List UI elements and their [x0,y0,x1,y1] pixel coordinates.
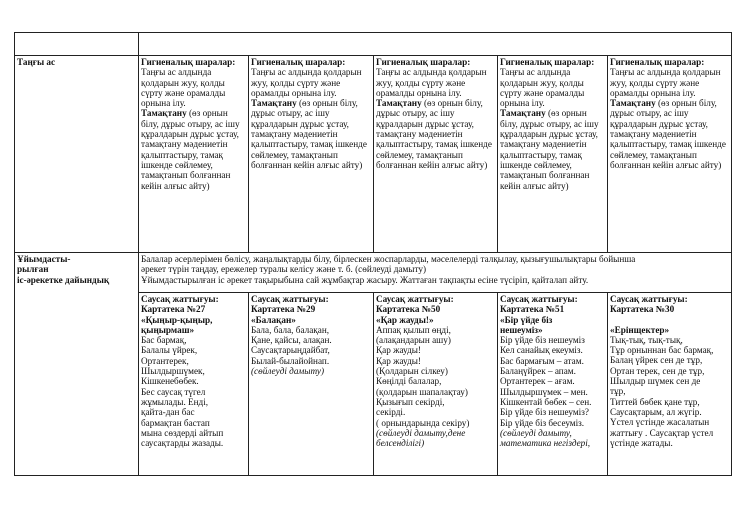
game-poem-line: Бір үйде біз бесеуміз. [500,417,585,428]
game-poem-line: Қар жауды! [376,345,421,356]
game-note-line: математика негіздері, [500,438,591,449]
game-title-line: «Бір үйде біз [500,314,553,325]
eating-title: Тамақтану [500,108,546,119]
game-poem-line: Ортан терек, сен де тұр, [610,365,705,376]
game-title-line: Саусақ жаттығуы: [251,294,329,304]
preparation-intro-line: Ұйымдастырылған іс әрекет тақырыбына сай жұмбақтар жасыру. Жаттаған тақпақты есіне түсіріп, қайталап айту. [141,274,589,285]
game-poem-line: секірді. [376,407,406,418]
hygiene-text: Таңғы ас алдында қолдарын жуу, қолды сүрту және орамалды орнына ілу. [141,67,226,109]
game-poem-line: Бес саусақ түгел [141,386,206,397]
game-title-line: Саусақ жаттығуы: [376,294,454,304]
preparation-intro-line: Балалар әсерлерімен бөлісу, жаңалықтарды білу, бірлескен жоспарларды, мәселелерді талқылау, қызығушылықтары бойынша [141,254,636,264]
game-title-line: қыңырмаш» [141,324,195,335]
game-title-line: Картатека №29 [251,304,316,315]
game-title-line: Картатека №30 [610,304,675,315]
game-poem-line: Титтей бөбек қане тұр, [610,396,700,407]
game-poem-line: Аппақ қылып өңді, [376,324,451,335]
game-title-line: Картатека №51 [500,304,565,315]
finger-game-5 [608,293,732,476]
game-note-line: белсенділігі) [376,438,425,449]
game-poem-line: Балаң үйрек сен де тұр, [610,355,703,366]
preparation-row [15,253,732,293]
game-poem-line: Қар жауды! [376,355,421,366]
game-poem-line: жаттығу . Саусақтар үстел [610,427,714,438]
game-poem-line: (қолдарын шапалақтау) [376,386,468,397]
game-title-line: Саусақ жаттығуы: [500,294,578,304]
game-poem-line: Қызығып секірді, [376,396,445,407]
preparation-label-line: рылған [17,264,49,275]
hygiene-text: Таңғы ас алдында қолдарын жуу, қолды сүрту және орамалды орнына ілу. [500,67,585,109]
preparation-intro [139,253,732,293]
breakfast-label: Таңғы ас [15,56,139,253]
game-title-line: Картатека №27 [141,304,206,315]
eating-title: Тамақтану [141,108,187,119]
hygiene-title: Гигиеналық шаралар: [500,57,595,67]
game-poem-line: Былай-былайойнап. [251,355,330,366]
breakfast-day-5 [608,56,732,253]
game-poem-line: Кел санайық екеуміз. [500,345,583,356]
game-poem-line: Шылдыр шүмек сен де [610,376,701,387]
hygiene-text: Таңғы ас алдында қолдарын жуу, қолды сүрту және орамалды орнына ілу. [376,67,487,98]
game-poem-line: ( орнындарында секіру) [376,417,470,428]
eating-text: (өз орнын білу, дұрыс отыру, ас ішу құралдарын дұрыс ұстау, тамақтану мәдениетін қалыптастыру, тамақ ішкенде сөйлемеу, тамақтанып болғаннан кейін алғыс айту) [251,98,367,170]
game-poem-line: Көңілді балалар, [376,376,442,387]
eating-title: Тамақтану [610,98,656,109]
header-row [15,33,732,56]
header-content-cell [139,33,732,56]
finger-game-1 [139,293,249,476]
game-poem-line: Үстел үстінде жасалатын [610,417,710,428]
finger-game-3 [374,293,498,476]
breakfast-day-3 [374,56,498,253]
game-poem-line: Шылдыршүмек, [141,366,205,377]
game-poem-line: Балалы үйрек, [141,345,198,356]
eating-text: (өз орнын білу, дұрыс отыру, ас ішу құралдарын дұрыс ұстау, тамақтану мәдениетін қалыптастыру, тамақ ішкенде сөйлемеу, тамақтанып болғаннан кейін алғыс айту) [141,108,240,191]
game-poem-line: Бас бармағым – атам. [500,355,584,366]
eating-title: Тамақтану [251,98,297,109]
game-poem-line: саусақтарды жазады. [141,438,224,449]
preparation-label [15,253,139,476]
breakfast-row [15,56,732,253]
game-poem-line: Шылдыршүмек – мен. [500,386,588,397]
game-poem-line: Бала, бала, балақан, [251,324,330,335]
spacer [610,315,728,325]
hygiene-title: Гигиеналық шаралар: [610,57,705,67]
breakfast-day-4 [498,56,608,253]
game-title-line: Картатека №50 [376,304,441,315]
game-title-line: Саусақ жаттығуы: [141,294,219,304]
game-note-line: (сөйлеуді дамыту,дене [376,427,466,438]
schedule-table [14,32,732,476]
game-poem-line: (Қолдарын сілкеу) [376,366,448,377]
game-poem-line: (алақандарын ашу) [376,335,451,346]
game-title-line: «Қар жауды!» [376,314,434,325]
game-note-line: (сөйлеуді дамыту, [500,427,572,438]
game-title-line: Саусақ жаттығуы: [610,294,688,304]
hygiene-text: Таңғы ас алдында қолдарын жуу, қолды сүрту және орамалды орнына ілу. [251,67,362,98]
hygiene-title: Гигиеналық шаралар: [141,57,236,67]
game-poem-line: Қане, қайсы, алақан. [251,335,332,346]
game-poem-line: Ортантерек, [141,355,189,366]
hygiene-title: Гигиеналық шаралар: [376,57,471,67]
finger-game-4 [498,293,608,476]
game-poem-line: Тық-тық, тық-тық, [610,334,683,345]
eating-text: (өз орнын білу, дұрыс отыру, ас ішу құралдарын дұрыс ұстау, тамақтану мәдениетін қалыптастыру, тамақ ішкенде сөйлемеу, тамақтанып болғаннан кейін алғыс айту) [610,98,726,170]
game-poem-line: жұмылады. Енді, [141,396,209,407]
game-poem-line: Кішкентай бөбек – сен. [500,396,592,407]
game-poem-line: Бас бармақ, [141,335,187,346]
game-poem-line: үстінде жатады. [610,437,673,448]
game-poem-line: мына сөздерді айтып [141,427,224,438]
game-poem-line: Саусақтарым, ал жүгір. [610,406,702,417]
eating-text: (өз орнын білу, дұрыс отыру, ас ішу құралдарын дұрыс ұстау, тамақтану мәдениетін қалыптастыру, тамақ ішкенде сөйлемеу, тамақтанып болғаннан кейін алғыс айту) [376,98,492,170]
game-note-line: (сөйлеуді дамыту) [251,366,325,377]
breakfast-day-2 [249,56,374,253]
game-poem-line: Тұр орныннан бас бармақ, [610,345,714,356]
game-poem-line: Саусақтарыңдайбат, [251,345,330,356]
preparation-intro-line: әрекет түрін таңдау, ережелер туралы келісу және т. б. (сөйлеуді дамыту) [141,264,427,275]
game-poem-line: Ортантерек – ағам. [500,376,575,387]
header-label-cell [15,33,139,56]
preparation-label-line: Ұйымдасты- [17,254,71,264]
game-poem-line: бармақтан бастап [141,417,210,428]
eating-text: (өз орнын білу, дұрыс отыру, ас ішу құралдарын дұрыс ұстау, тамақтану мәдениетін қалыптастыру, тамақ ішкенде сөйлемеу, тамақтанып болғаннан кейін алғыс айту) [500,108,599,191]
hygiene-text: Таңғы ас алдында қолдарын жуу, қолды сүрту және орамалды орнына ілу. [610,67,721,98]
game-title-line: нешеуміз» [500,324,543,335]
game-poem-line: Балаңүйрек – апам. [500,366,576,377]
game-poem-line: Кішкенебөбек. [141,376,199,387]
game-title-line: «Ерінщектер» [610,324,670,335]
game-poem-line: Бір үйде біз нешеуміз [500,335,585,346]
eating-title: Тамақтану [376,98,422,109]
game-poem-line: Бір үйде біз нешеуміз? [500,407,589,418]
breakfast-day-1 [139,56,249,253]
preparation-label-line: іс-әрекетке дайындық [17,274,110,285]
game-poem-line: тұр, [610,386,626,397]
hygiene-title: Гигиеналық шаралар: [251,57,346,67]
game-poem-line: қайта-дан бас [141,407,195,418]
game-title-line: «Қыңыр-қыңыр, [141,314,213,325]
finger-game-2 [249,293,374,476]
game-title-line: «Балақан» [251,314,296,325]
